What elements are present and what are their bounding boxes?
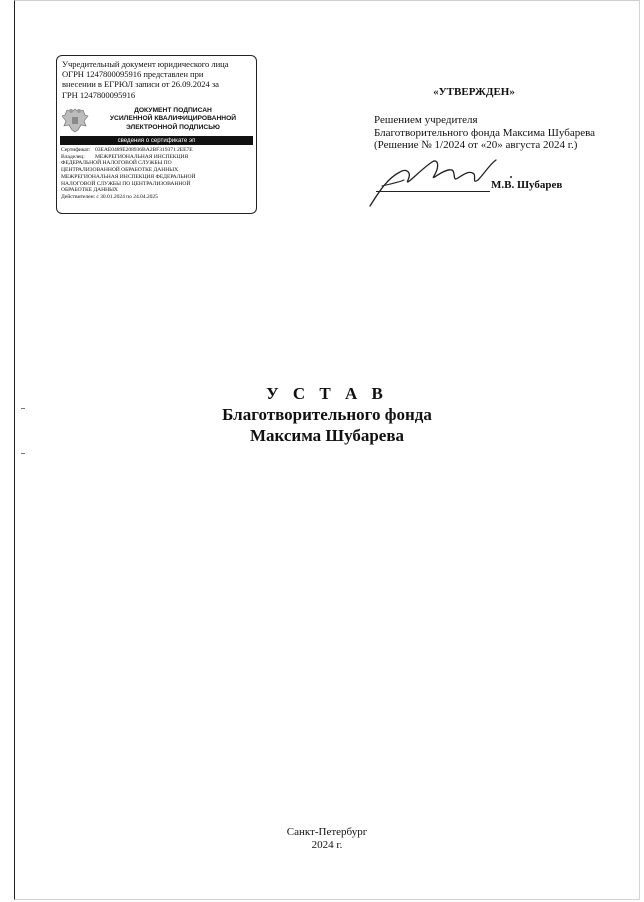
- signed-banner: [60, 105, 254, 135]
- e-signature-stamp: [56, 55, 257, 214]
- approval-text: [374, 114, 634, 152]
- title-line-2: Благотворительного фонда: [222, 405, 432, 424]
- signed-header: ДОКУМЕНТ ПОДПИСАН УСИЛЕННОЙ КВАЛИФИЦИРОВАННОЙ ЭЛЕКТРОННОЙ ПОДПИСЬЮ: [109, 107, 237, 131]
- certificate-value: 03EAE0489E208936BA2BF319371 2EE7E: [95, 147, 193, 153]
- margin-mark: [21, 453, 25, 454]
- document-title: [14, 383, 640, 446]
- approval-line-3: (Решение № 1/2024 от «20» августа 2024 г.): [374, 139, 578, 152]
- certificate-label: Сертификат:: [61, 147, 91, 153]
- owner-rest: ФЕДЕРАЛЬНОЙ НАЛОГОВОЙ СЛУЖБЫ ПО ЦЕНТРАЛИЗОВАННОЙ ОБРАБОТКЕ ДАННЫХ МЕЖРЕГИОНАЛЬНАЯ ИНСПЕКЦИЯ ФЕДЕРАЛЬНОЙ НАЛОГОВОЙ СЛУЖБЫ ПО ЦЕНТРАЛИЗОВАННОЙ ОБРАБОТКЕ ДАННЫХ: [61, 160, 196, 194]
- owner-label: Владелец:: [61, 153, 85, 160]
- validity: Действителен: с 30.01.2024 по 24.04.2025: [61, 193, 158, 200]
- title-ustav: У С Т А В: [266, 384, 388, 403]
- title-line-3: Максима Шубарева: [249, 426, 405, 445]
- certificate-info-bar: сведения о сертификате эп: [60, 136, 253, 145]
- footer-city: Санкт-Петербург: [286, 826, 368, 838]
- signer-name: М.В. Шубарев: [491, 179, 563, 191]
- registration-text: Учредительный документ юридического лица ОГРН 1247800095916 представлен при внесении в ЕГРЮЛ записи от 26.09.2024 за ГРН 1247800095916: [62, 59, 229, 100]
- certificate-details: [61, 147, 254, 201]
- approval-line-1: Решением учредителя: [374, 114, 478, 126]
- approval-line-2: Благотворительного фонда Максима Шубарева: [374, 126, 596, 139]
- coat-of-arms-icon: [60, 106, 90, 134]
- footer: [14, 826, 640, 852]
- owner-first-line: МЕЖРЕГИОНАЛЬНАЯ ИНСПЕКЦИЯ: [95, 153, 189, 160]
- signature-line: [376, 191, 490, 192]
- footer-year: 2024 г.: [311, 839, 343, 851]
- approved-title: «УТВЕРЖДЕН»: [433, 86, 515, 98]
